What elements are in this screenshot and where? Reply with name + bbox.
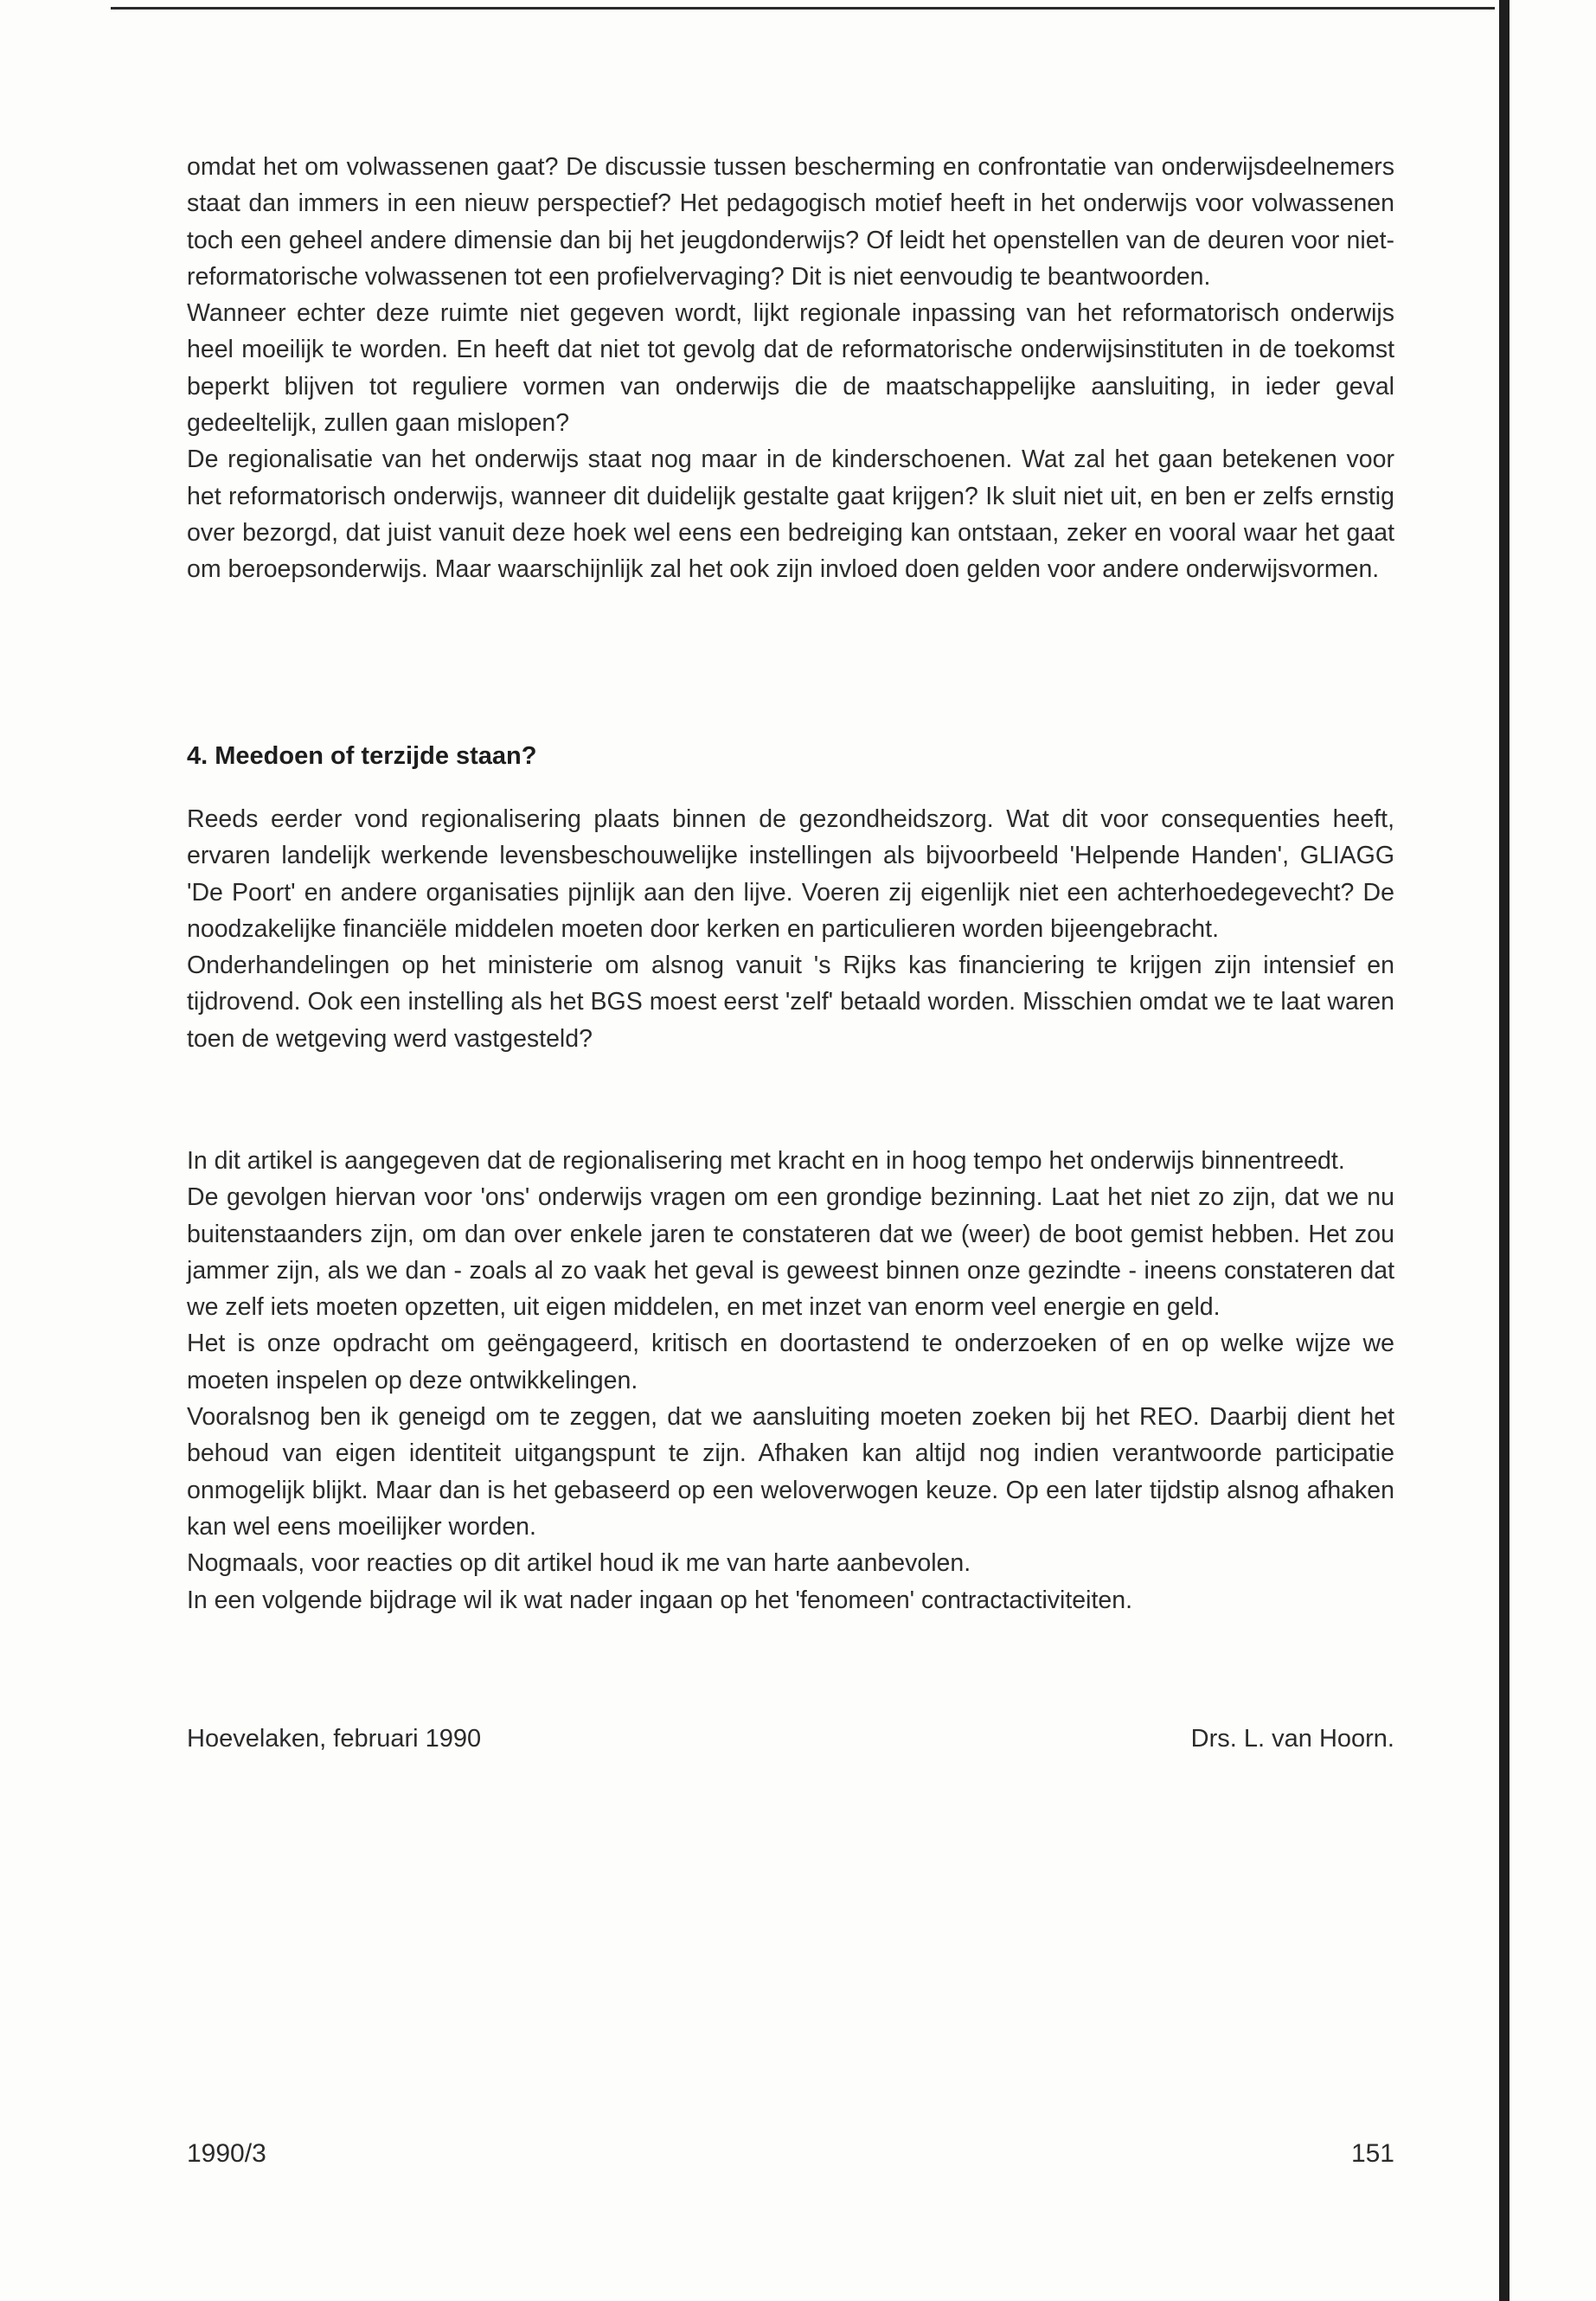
author-name: Drs. L. van Hoorn. [1190,1725,1394,1753]
section-heading: 4. Meedoen of terzijde staan? [187,742,537,770]
paragraph: Reeds eerder vond regionalisering plaats binnen de gezondheidszorg. Wat dit voor consequenties heeft, ervaren landelijk werkende levensbeschouwelijke instellingen als bijvoorbeeld 'Helpende Handen', GLIAGG 'De Poort' en andere organisaties pijnlijk aan den lijve. Voeren zij eigenlijk niet een achterhoedegevecht? De noodzakelijke financiële middelen moeten door kerken en particulieren worden bijeengebracht. [187,805,1394,943]
paragraph: Wanneer echter deze ruimte niet gegeven wordt, lijkt regionale inpassing van het reformatorisch onderwijs heel moeilijk te worden. En heeft dat niet tot gevolg dat de reformatorische onderwijsinstituten in de toekomst beperkt blijven tot reguliere vormen van onderwijs die de maatschappelijke aansluiting, in ieder geval gedeeltelijk, zullen gaan mislopen? [187,299,1394,438]
paragraph: Vooralsnog ben ik geneigd om te zeggen, dat we aansluiting moeten zoeken bij het REO. Daarbij dient het behoud van eigen identiteit uitgangspunt te zijn. Afhaken kan altijd nog indien verantwoorde participatie onmogelijk blijkt. Maar dan is het gebaseerd op een weloverwogen keuze. Op een later tijdstip alsnog afhaken kan wel eens moeilijker worden. [187,1403,1394,1541]
paragraph: Nogmaals, voor reacties op dit artikel houd ik me van harte aanbevolen. [187,1549,971,1578]
top-rule [111,7,1495,10]
issue-number: 1990/3 [187,2139,266,2168]
paragraph: Het is onze opdracht om geëngageerd, kritisch en doortastend te onderzoeken of en op welke wijze we moeten inspelen op deze ontwikkelingen. [187,1330,1394,1394]
paragraph: De gevolgen hiervan voor 'ons' onderwijs vragen om een grondige bezinning. Laat het niet zo zijn, dat we nu buitenstaanders zijn, om dan over enkele jaren te constateren dat we (weer) de boot gemist hebben. Het zou jammer zijn, als we dan - zoals al zo vaak het geval is geweest binnen onze gezindte - ineens constateren dat we zelf iets moeten opzetten, uit eigen middelen, en met inzet van enorm veel energie en geld. [187,1183,1394,1322]
paragraph: De regionalisatie van het onderwijs staat nog maar in de kinderschoenen. Wat zal het gaan betekenen voor het reformatorisch onderwijs, wanneer dit duidelijk gestalte gaat krijgen? Ik sluit niet uit, en ben er zelfs ernstig over bezorgd, dat juist vanuit deze hoek wel eens een bedreiging kan ontstaan, zeker en vooral waar het gaat om beroepsonderwijs. Maar waarschijnlijk zal het ook zijn invloed doen gelden voor andere onderwijsvormen. [187,445,1394,584]
closing-section [187,1143,1394,1618]
signature-row [187,1725,1394,1753]
paragraph: omdat het om volwassenen gaat? De discussie tussen bescherming en confrontatie van onderwijsdeelnemers staat dan immers in een nieuw perspectief? Het pedagogisch motief heeft in het onderwijs voor volwassenen toch een geheel andere dimensie dan bij het jeugdonderwijs? Of leidt het openstellen van de deuren voor niet-reformatorische volwassenen tot een profielvervaging? Dit is niet eenvoudig te beantwoorden. [187,153,1394,291]
place-date: Hoevelaken, februari 1990 [187,1725,482,1753]
intro-section [187,149,1394,588]
scan-edge-shadow [1499,0,1509,2301]
paragraph: Onderhandelingen op het ministerie om alsnog vanuit 's Rijks kas financiering te krijgen zijn intensief en tijdrovend. Ook een instelling als het BGS moest eerst 'zelf' betaald worden. Misschien omdat we te laat waren toen de wetgeving werd vastgesteld? [187,952,1394,1053]
paragraph: In dit artikel is aangegeven dat de regionalisering met kracht en in hoog tempo het onderwijs binnentreedt. [187,1147,1345,1175]
paragraph: In een volgende bijdrage wil ik wat nader ingaan op het 'fenomeen' contractactiviteiten. [187,1586,1132,1614]
section-body [187,801,1394,1057]
page-number: 151 [1350,2139,1394,2168]
page-footer [187,2139,1394,2169]
